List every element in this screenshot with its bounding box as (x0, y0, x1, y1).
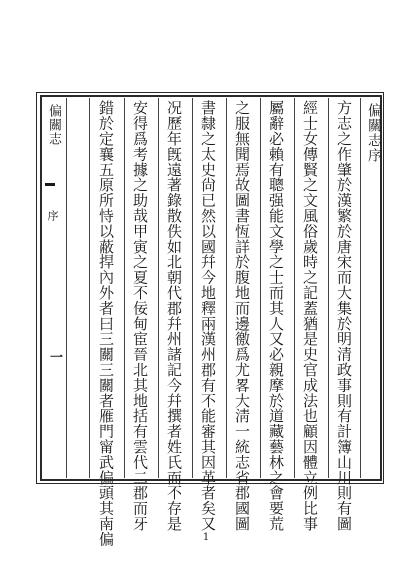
column-rule (192, 98, 193, 478)
column-rule (260, 98, 261, 478)
page-number: 1 (202, 532, 210, 543)
text-column: 書隸之太史尙已然以國幷今地釋兩漢州郡有不能審其因革者矣又 (199, 100, 217, 532)
text-column: 錯於定襄五原所恃以蔽捍內外者曰三關三關者雁門甯武偏頭其南偏 (97, 100, 115, 547)
text-column: 經士女傳賢之文風俗歲時之記蓋猶是史官成法也顧因體立例比事 (301, 100, 319, 532)
gutter-black-mark (45, 183, 55, 186)
gutter-section-label: 序 (46, 210, 59, 221)
column-rule (294, 98, 295, 478)
column-rule (360, 98, 361, 478)
text-column: 屬辭必賴有聰强能文學之士而其人又必親摩於道藏藝林之會要荒 (267, 100, 285, 532)
text-column: 之服無聞焉故圖書恆詳於腹地而邊徼爲尤畧大淸一統志省郡國圖 (233, 100, 251, 532)
text-column: 安得爲考據之助哉甲寅之夏不佞甸宦晉北其地括有雲代二郡而牙 (131, 100, 149, 532)
gutter-divider (66, 98, 67, 478)
column-rule (226, 98, 227, 478)
text-column: 况歷年旣遠著錄散佚如北朝代郡幷州諸記今幷撰者姓氏而不存是 (165, 100, 183, 532)
gutter-page-mark: 一 (47, 350, 62, 363)
column-rule (328, 98, 329, 478)
gutter-book-title: 偏關志 (46, 104, 61, 146)
preface-heading: 偏關志序 (366, 103, 382, 163)
column-rule (124, 98, 125, 478)
text-column: 方志之作肇於漢繁於唐宋而大集於明清政事則有計簿山川則有圖 (335, 100, 353, 532)
column-rule (89, 98, 90, 478)
column-rule (158, 98, 159, 478)
